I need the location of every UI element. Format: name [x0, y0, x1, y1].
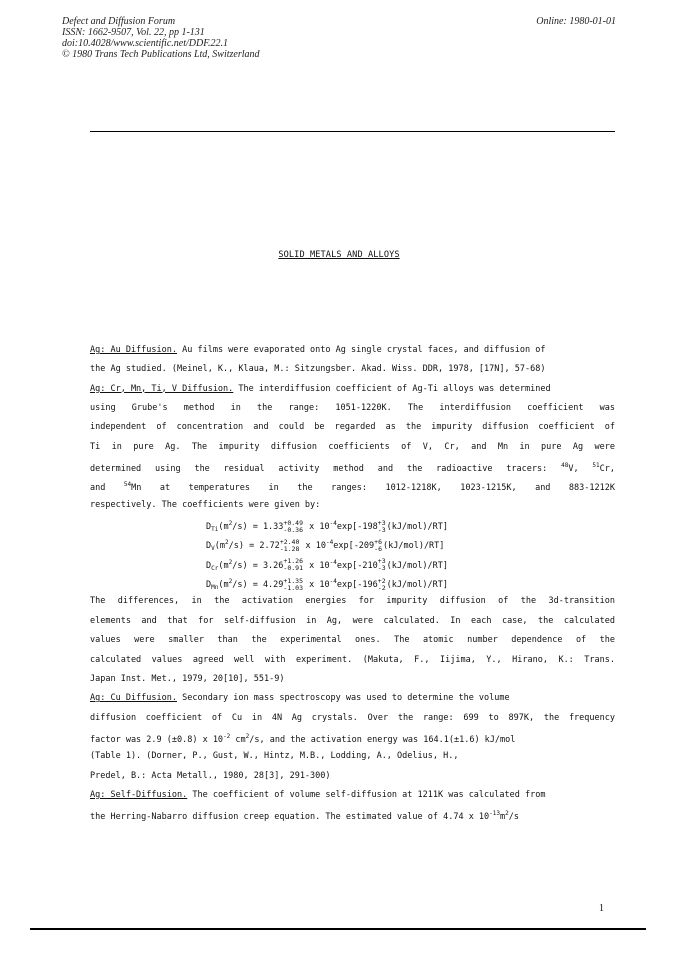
paragraph-line: the Herring-Nabarro diffusion creep equation. The estimated value of 4.74 x $10^{-13}m^2/s$: [90, 810, 520, 823]
doi-link[interactable]: doi:10.4028/www.scientific.net/DDF.22.1: [62, 38, 229, 49]
equation-mn: $D_{Mn}(m^2/s) = 4.29$ +1.35 -1.03 x $10^{-4}\exp[-196$ +2 -2 (kJ/mol)/RT]: [206, 576, 449, 592]
issn-line: ISSN: 1662-9507, Vol. 22, pp 1-131: [62, 27, 205, 38]
paragraph-line: Ag: Cr, Mn, Ti, V Diffusion. The interdiffusion coefficient of Ag-Ti alloys was determined: [90, 383, 551, 394]
paragraph-line: (Table 1). (Dorner, P., Gust, W., Hintz, M.B., Lodding, A., Odelius, H.,: [90, 751, 459, 762]
paragraph-line: values were smaller than the experimental ones. The atomic number dependence of the: [90, 635, 615, 646]
paragraph-line: and $^{54}$Mn at temperatures in the ranges: 1012-1218K, 1023-1215K, and 883-1212K: [90, 481, 615, 494]
entry-heading: Ag: Cr, Mn, Ti, V Diffusion.: [90, 383, 234, 394]
paragraph-line: Ag: Cu Diffusion. Secondary ion mass spectroscopy was used to determine the volume: [90, 693, 510, 704]
paragraph-line: elements and that for self-diffusion in Ag, were calculated. In each case, the calculated: [90, 615, 615, 626]
entry-heading: Ag: Au Diffusion.: [90, 345, 177, 355]
journal-header: [62, 16, 260, 60]
paragraph-line: respectively. The coefficients were given by:: [90, 499, 321, 510]
equation-cr: $D_{Cr}(m^2/s) = 3.26$ +1.26 -0.91 x $10^{-4}\exp[-210$ +3 -3 (kJ/mol)/RT]: [206, 557, 449, 573]
paragraph-line: The differences, in the activation energies for impurity diffusion of the 3d-transition: [90, 596, 615, 607]
copyright-line: © 1980 Trans Tech Publications Ltd, Switzerland: [62, 49, 260, 60]
entry-heading: Ag: Cu Diffusion.: [90, 693, 177, 704]
paragraph-line: Predel, B.: Acta Metall., 1980, 28[3], 291-300): [90, 770, 331, 781]
paragraph-line: independent of concentration and could be regarded as the impurity diffusion coefficient of: [90, 422, 615, 433]
entry-heading: Ag: Self-Diffusion.: [90, 789, 188, 800]
paragraph-line: the Ag studied. (Meinel, K., Klaua, M.: Sitzungsber. Akad. Wiss. DDR, 1978, [17N], 57-68): [90, 364, 546, 375]
equation-v: $D_V(m^2/s) = 2.72$ +2.40 -1.28 x $10^{-4}\exp[-209$ +6 -6 (kJ/mol)/RT]: [206, 537, 445, 553]
paragraph-line: determined using the residual activity method and the radioactive tracers: $^{48}$V, $^{51}$Cr,: [90, 462, 616, 475]
paragraph-line: factor was 2.9 (±0.8) x $10^{-2}$ $cm^2/s$, and the activation energy was 164.1(±1.6) kJ/mol: [90, 732, 516, 745]
page-number: 1: [599, 903, 604, 914]
paragraph-line: Japan Inst. Met., 1979, 20[10], 551-9): [90, 673, 285, 684]
online-date: Online: 1980-01-01: [536, 16, 616, 27]
paragraph-line: Ag: Self-Diffusion. The coefficient of volume self-diffusion at 1211K was calculated from: [90, 789, 546, 800]
paragraph-line: Ti in pure Ag. The impurity diffusion coefficients of V, Cr, and Mn in pure Ag were: [90, 441, 615, 452]
paragraph-line: Ag: Au Diffusion. Au films were evaporated onto Ag single crystal faces, and diffusion of: [90, 345, 546, 355]
journal-name: Defect and Diffusion Forum: [62, 16, 176, 27]
paragraph-line: using Grube's method in the range: 1051-1220K. The interdiffusion coefficient was: [90, 403, 615, 414]
top-divider: [90, 131, 615, 132]
paragraph-line: diffusion coefficient of Cu in 4N Ag crystals. Over the range: 699 to 897K, the frequency: [90, 712, 615, 723]
section-title: SOLID METALS AND ALLOYS: [278, 250, 400, 260]
paragraph-line: calculated values agreed well with experiment. (Makuta, F., Iijima, Y., Hirano, K.: Trans.: [90, 654, 615, 665]
equation-ti: $D_{Ti}(m^2/s) = 1.33$ +0.49 -0.36 x $10^{-4}\exp[-198$ +3 -3 (kJ/mol)/RT]: [206, 518, 449, 534]
bottom-divider: [30, 928, 646, 930]
article-body: [90, 342, 615, 826]
